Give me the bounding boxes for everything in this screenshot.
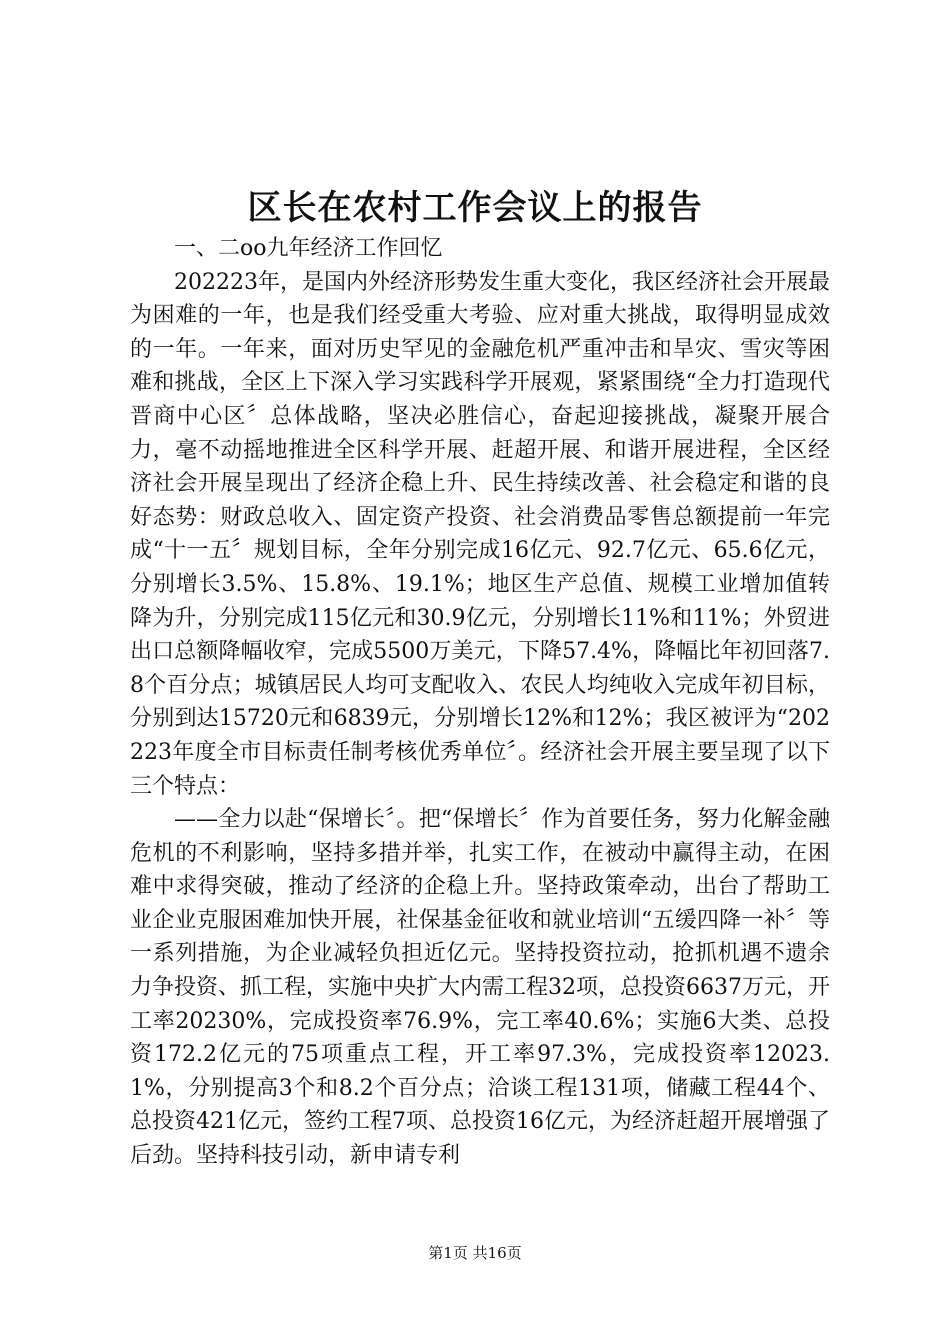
- page-footer: [0, 1242, 950, 1264]
- paragraph-growth-measures: ——全力以赴“保增长〞。把“保增长〞作为首要任务，努力化解金融危机的不利影响，坚持多措并举，扎实工作，在被动中赢得主动，在困难中求得突破，推动了经济的企稳上升。坚持政策牵动，出台了帮助工业企业克服困难加快开展，社保基金征收和就业培训“五缓四降一补〞等一系列措施，为企业减轻负担近亿元。坚持投资拉动，抢抓机遇不遗余力争投资、抓工程，实施中央扩大内需工程32项，总投资6637万元，开工率20230%，完成投资率76.9%，完工率40.6%；实施6大类、总投资172.2亿元的75项重点工程，开工率97.3%，完成投资率12023.1%，分别提高3个和8.2个百分点；洽谈工程131项，储藏工程44个、总投资421亿元，签约工程7项、总投资16亿元，为经济赶超开展增强了后劲。坚持科技引动，新申请专利: [130, 807, 830, 1169]
- document-body: [130, 232, 830, 1173]
- section-heading: 一、二oo九年经济工作回忆: [174, 236, 443, 261]
- page-indicator: 第1页 共16页: [428, 1244, 522, 1262]
- paragraph-economic-review: 202223年，是国内外经济形势发生重大变化，我区经济社会开展最为困难的一年，也是我们经受重大考验、应对重大挑战，取得明显成效的一年。一年来，面对历史罕见的金融危机严重冲击和旱灾、雪灾等困难和挑战，全区上下深入学习实践科学开展观，紧紧围绕“全力打造现代晋商中心区〞总体战略，坚决必胜信心，奋起迎接挑战，凝聚开展合力，毫不动摇地推进全区科学开展、赶超开展、和谐开展进程，全区经济社会开展呈现出了经济企稳上升、民生持续改善、社会稳定和谐的良好态势：财政总收入、固定资产投资、社会消费品零售总额提前一年完成“十一五〞规划目标，全年分别完成16亿元、92.7亿元、65.6亿元，分别增长3.5%、15.8%、19.1%；地区生产总值、规模工业增加值转降为升，分别完成115亿元和30.9亿元，分别增长11%和11%；外贸进出口总额降幅收窄，完成5500万美元，下降57.4%，降幅比年初回落7.8个百分点；城镇居民人均可支配收入、农民人均纯收入完成年初目标，分别到达15720元和6839元，分别增长12%和12%；我区被评为“202223年度全市目标责任制考核优秀单位〞。经济社会开展主要呈现了以下三个特点：: [130, 269, 830, 799]
- document-title: 区长在农村工作会议上的报告: [247, 188, 703, 228]
